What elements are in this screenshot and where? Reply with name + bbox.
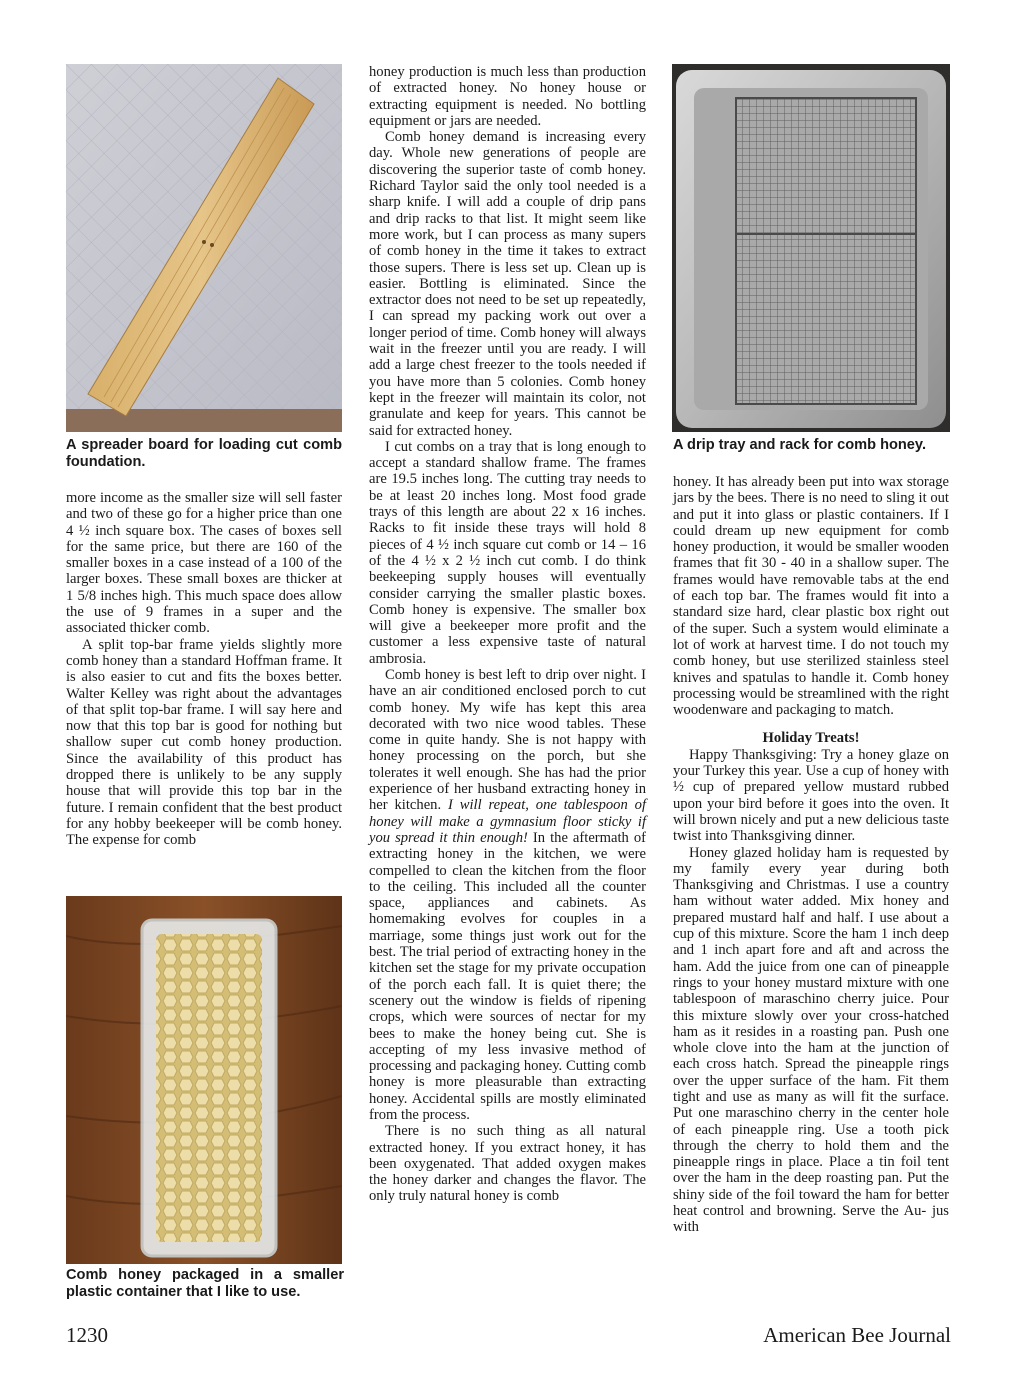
paragraph: Happy Thanksgiving: Try a honey glaze on your Turkey this year. Use a cup of honey with ½ cup of prepared yellow mustard rubbed upon your bird before it goes into the oven. It will brown nicely and put a new delicious taste twist into Thanksgiving dinner. bbox=[673, 746, 949, 845]
drip-tray-caption: A drip tray and rack for comb honey. bbox=[673, 437, 927, 453]
paragraph-text: In the aftermath of extracting honey in the kitchen, we were compelled to clean the kitchen from the floor to the ceiling. This included all the counter space, appliances and cabinets. As homemaking evolves for couples in a marriage, some things just work out for the best. The trial period of extracting honey in the kitchen set the stage for my private occupation of the porch each fall. It is quiet there; the scenery out the window is fields of ripening crops, which were sources of nectar for my bees to make the honey being cut. She is accepting of my less invasive method of processing and packaging honey. Cutting comb honey is more pleasurable than extracting honey. Accidental spills are mostly eliminated from the process. bbox=[369, 829, 646, 1123]
paragraph: honey production is much less than production of extracted honey. No honey house or extracting equipment is needed. No bottling equipment or jars are needed. bbox=[369, 64, 646, 129]
spreader-board-photo bbox=[66, 64, 342, 432]
paragraph: A split top-bar frame yields slightly more comb honey than a standard Hoffman frame. It is also easier to cut and fits the boxes better. Walter Kelley was right about the advantages of that split top-bar frame. I will say here and now that this top bar is good for nothing but shallow super cut comb honey production. Since the availability of this product has dropped there is unlikely to be any supply house that will provide this top bar in the future. I remain confident that the best product for any hobby beekeeper will be comb honey. The expense for comb bbox=[66, 636, 342, 849]
comb-honey-container-photo bbox=[66, 896, 342, 1264]
paragraph: There is no such thing as all natural extracted honey. If you extract honey, it has been oxygenated. That added oxygen makes the honey darker and changes the flavor. The only truly natural honey is comb bbox=[369, 1123, 646, 1205]
paragraph-text: Comb honey is best left to drip over night. I have an air conditioned enclosed porch to cut comb honey. My wife has kept this area decorated with two nice wood tables. These come in quite handy. She is not happy with honey processing on the porch, but she tolerates it well enough. She has had the prior experience of her husband extracting honey in her kitchen. bbox=[369, 666, 646, 814]
paragraph: more income as the smaller size will sell faster and two of these go for a higher price than one 4 ½ inch square box. The cases of boxes sell for the same price, but there are 160 of the smaller boxes in a case instead of a 100 of the larger boxes. These small boxes are thicker at 1 5/8 inches high. This much space does allow the use of 9 frames in a super and the associated thicker comb. bbox=[66, 490, 342, 637]
column-2 bbox=[369, 64, 646, 1205]
column-3 bbox=[673, 474, 949, 1236]
section-heading: Holiday Treats! bbox=[762, 730, 860, 747]
paragraph: I cut combs on a tray that is long enough to accept a standard shallow frame. The frames are 19.5 inches long. The cutting tray needs to be at least 20 inches long. Most food grade trays of this length are about 22 x 16 inches. Racks to fit inside these trays will hold 8 pieces of 4 ½ inch square cut comb or 14 – 16 of the 4 ½ x 2 ½ inch cut comb. I do think beekeeping supply houses will eventually consider carrying the smaller plastic boxes. Comb honey is expensive. The smaller box will give a beekeeper more profit and the customer a less expensive taste of natural ambrosia. bbox=[369, 438, 646, 667]
drip-tray-photo bbox=[672, 64, 950, 432]
paragraph: Honey glazed holiday ham is requested by my family every year during both Thanksgiving and Christmas. I use a country ham without water added. Mix honey and prepared mustard half and half. I use about a cup of this mixture. Score the ham 1 inch deep and 1 inch apart fore and aft and across the ham. Add the juice from one can of pineapple rings to your honey mustard mixture with one tablespoon of maraschino cherry juice. Pour this mixture slowly over your cross-hatched ham as it resides in a roasting pan. Push one whole clove into the ham at the junction of each cross hatch. Spread the pineapple rings over the upper surface of the ham. Fit them tight and use as many as will fit the surface. Put one maraschino cherry in the center hole of each pineapple ring. Use a tooth pick through the cherry to hold them and the pineapple rings in place. Place a tin foil tent over the ham in the deep roasting pan. Put the shiny side of the foil toward the ham for better heat control and browning. Serve the Au- jus with bbox=[673, 844, 949, 1236]
column-1 bbox=[66, 490, 342, 849]
italic-quote: I will repeat, one tablespoon of honey will make a gymnasium floor sticky if you spread it thin enough! bbox=[369, 797, 646, 846]
page-number: 1230 bbox=[66, 1323, 108, 1347]
paragraph bbox=[369, 667, 646, 1123]
paragraph: honey. It has already been put into wax storage jars by the bees. There is no need to sling it out and put it into glass or plastic containers. If I could dream up new equipment for comb honey production, it would be smaller wooden frames that fit 30 - 40 in a shallow super. The frames would have removable tabs at the end of each top bar. The frames would fit into a standard size hard, clear plastic box right out of the super. Such a system would eliminate a lot of work at harvest time. I do not touch my comb honey, but use sterilized stainless steel knives and spatulas to handle it. Comb honey processing would be streamlined with the right woodenware and packaging to match. bbox=[673, 474, 949, 719]
paragraph: Comb honey demand is increasing every day. Whole new generations of people are discovering the superior taste of comb honey. Richard Taylor said the only tool needed is a sharp knife. I will add a couple of drip pans and drip racks to that list. It might seem like more work, but I can process as many supers of comb honey in the time it takes to extract those supers. There is less set up. Clean up is easier. Bottling is eliminated. Since the extractor does not need to be set up repeatedly, I can spread my packing work out over a longer period of time. Comb honey will always wait in the freezer until you are ready. I will add a large chest freezer to the tools needed if you have more than 5 colonies. Comb honey kept in the freezer will maintain its color, not granulate and keep for years. This cannot be said for extracted honey. bbox=[369, 129, 646, 439]
container-caption: Comb honey packaged in a smaller plastic container that I like to use. bbox=[66, 1267, 344, 1300]
spreader-board-caption: A spreader board for loading cut comb foundation. bbox=[66, 437, 342, 470]
journal-name: American Bee Journal bbox=[763, 1323, 951, 1347]
